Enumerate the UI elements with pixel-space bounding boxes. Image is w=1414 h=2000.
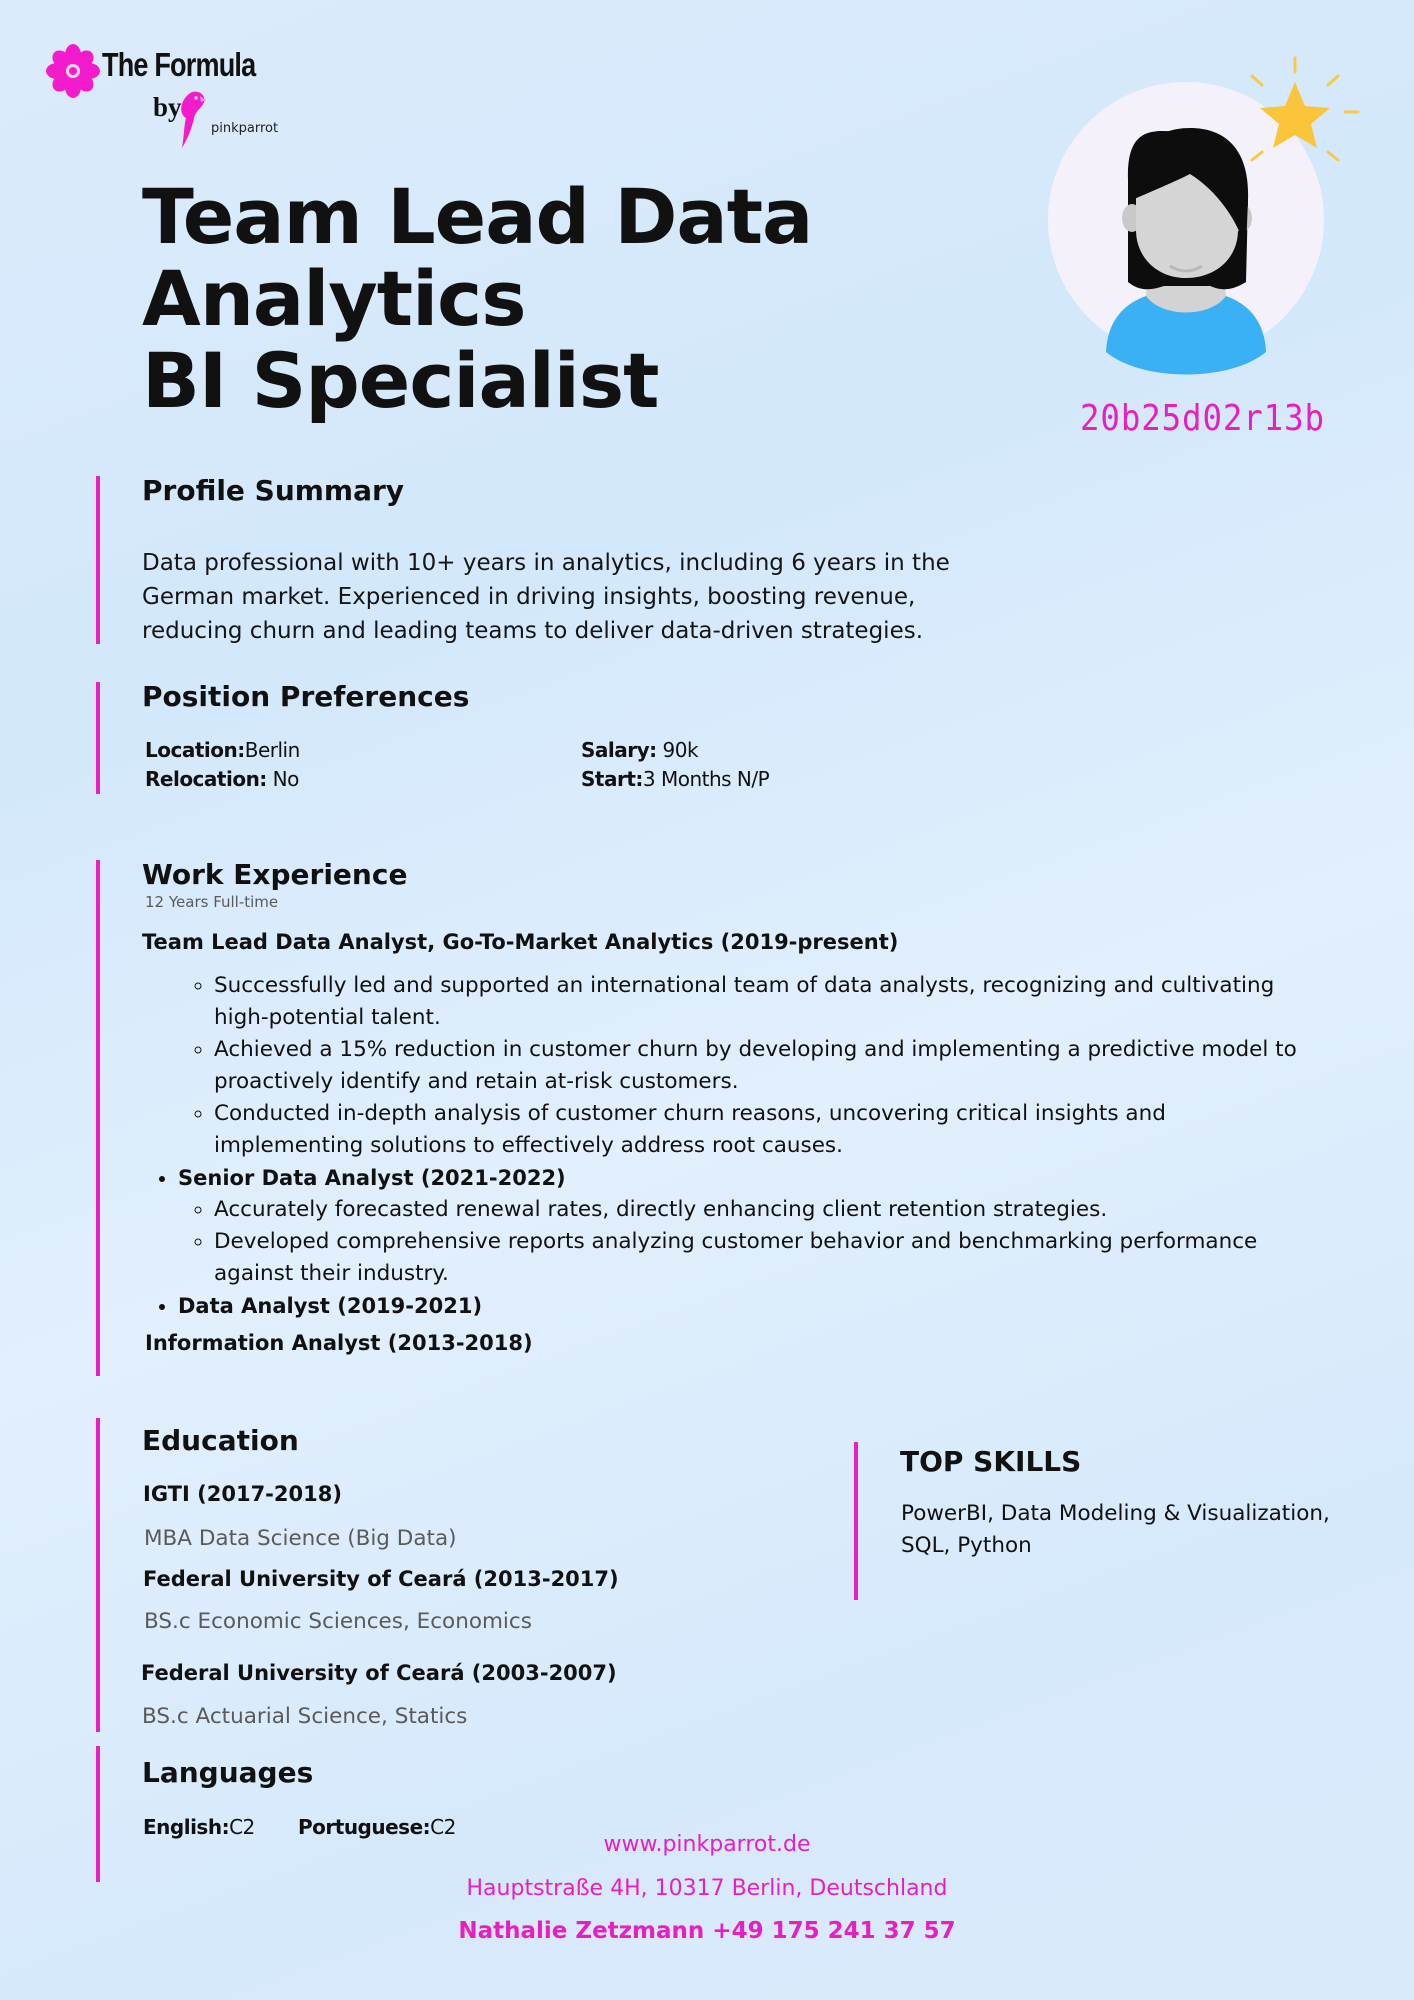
preferences-heading: Position Preferences: [142, 680, 470, 713]
relocation-label: Relocation:: [145, 767, 267, 791]
education-school: IGTI (2017-2018): [143, 1482, 342, 1506]
senior-point: ◦ Accurately forecasted renewal rates, directly enhancing client retention strategies.: [214, 1194, 1302, 1226]
footer-website[interactable]: www.pinkparrot.de: [603, 1832, 811, 1857]
education-heading: Education: [142, 1424, 299, 1457]
education-school: Federal University of Ceará (2003-2007): [141, 1661, 617, 1685]
preferences-divider: [96, 682, 100, 794]
start-label: Start:: [581, 767, 643, 791]
education-divider: [96, 1418, 100, 1732]
location-value: Berlin: [244, 738, 300, 762]
analyst-role: • Data Analyst (2019-2021): [178, 1290, 1302, 1322]
english-value: C2: [229, 1815, 255, 1839]
footer-contact: Nathalie Zetzmann +49 175 241 37 57: [458, 1918, 956, 1944]
profile-divider: [96, 476, 100, 644]
relocation-value: No: [272, 767, 299, 791]
salary-row: [581, 738, 698, 762]
senior-role-title: Senior Data Analyst (2021-2022): [178, 1166, 566, 1190]
education-degree: BS.c Economic Sciences, Economics: [144, 1609, 532, 1634]
candidate-id: 20b25d02r13b: [1080, 398, 1325, 439]
parrot-logo-icon: [176, 88, 208, 150]
location-label: Location:: [145, 738, 245, 762]
portuguese-value: C2: [430, 1815, 456, 1839]
education-school: Federal University of Ceará (2013-2017): [143, 1567, 619, 1591]
skills-divider: [854, 1442, 858, 1600]
portuguese-label: Portuguese:: [298, 1815, 431, 1839]
lead-point: ◦ Conducted in-depth analysis of customer churn reasons, uncovering critical insights and implementing solutions to effectively address root causes.: [214, 1098, 1302, 1162]
title-line-1: Team Lead Data: [142, 172, 813, 261]
languages-heading: Languages: [142, 1756, 314, 1789]
title-line-2: Analytics: [142, 254, 526, 343]
location-row: [145, 738, 300, 762]
lead-point: ◦ Successfully led and supported an international team of data analysts, recognizing and cultivating high-potential talent.: [214, 970, 1302, 1034]
lead-point: ◦ Achieved a 15% reduction in customer churn by developing and implementing a predictive model to proactively identify and retain at-risk customers.: [214, 1034, 1302, 1098]
brand-sub: pinkparrot: [211, 121, 279, 136]
lead-role: Team Lead Data Analyst, Go-To-Market Analytics (2019-present): [142, 930, 899, 954]
start-row: [581, 767, 769, 791]
salary-label: Salary:: [581, 738, 657, 762]
start-value: 3 Months N/P: [642, 767, 770, 791]
relocation-row: [145, 767, 299, 791]
title-line-3: BI Specialist: [142, 336, 659, 425]
avatar-icon: [1040, 50, 1370, 390]
experience-divider: [96, 860, 100, 1376]
footer-address: Hauptstraße 4H, 10317 Berlin, Deutschland: [466, 1876, 948, 1901]
flower-logo-icon: [46, 44, 100, 98]
experience-subtitle: 12 Years Full-time: [145, 893, 279, 911]
education-degree: BS.c Actuarial Science, Statics: [142, 1704, 468, 1729]
salary-value: 90k: [662, 738, 699, 762]
experience-list: [142, 970, 1302, 1359]
skills-heading: TOP SKILLS: [900, 1445, 1082, 1478]
education-degree: MBA Data Science (Big Data): [144, 1526, 457, 1551]
profile-heading: Profile Summary: [142, 474, 405, 507]
senior-point: ◦ Developed comprehensive reports analyzing customer behavior and benchmarking performance against their industry.: [214, 1226, 1302, 1290]
brand-name: The Formula: [102, 46, 256, 83]
page-title: [142, 172, 1042, 425]
skills-text: PowerBI, Data Modeling & Visualization, SQL, Python: [901, 1501, 1330, 1558]
english-label: English:: [143, 1815, 230, 1839]
experience-heading: Work Experience: [142, 858, 408, 891]
senior-role: [178, 1162, 1302, 1290]
info-role: Information Analyst (2013-2018): [145, 1331, 533, 1355]
brand-by: by: [153, 92, 182, 122]
languages-divider: [96, 1746, 100, 1882]
profile-text: Data professional with 10+ years in analytics, including 6 years in the German market. Experienced in driving insights, boosting revenue, reducing churn and leading teams to deliver data-driven strategies.: [142, 550, 950, 644]
